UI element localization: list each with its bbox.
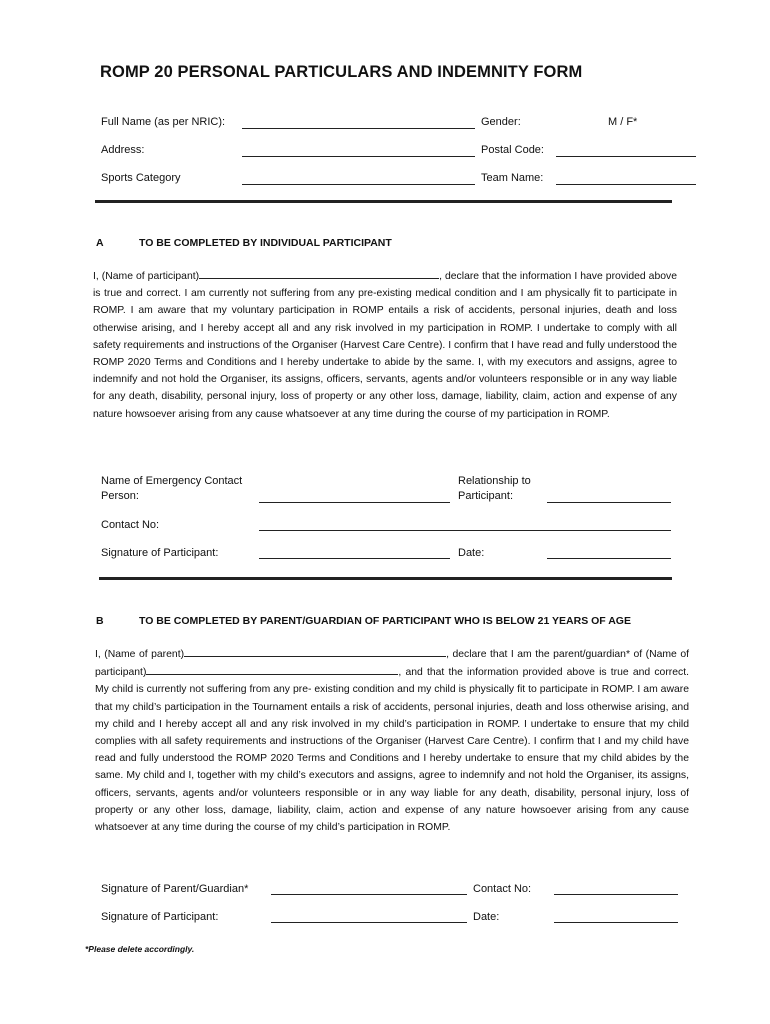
date-b-label: Date: <box>473 911 500 923</box>
section-b-letter: B <box>96 615 104 627</box>
form-title: ROMP 20 PERSONAL PARTICULARS AND INDEMNITY FORM <box>100 63 583 81</box>
participant-name-blank[interactable] <box>199 267 439 279</box>
relationship-label-2: Participant: <box>458 490 514 502</box>
date-label: Date: <box>458 547 485 559</box>
section-b-mid: , declare that I am the parent/guardian* of (Name of participant) <box>95 649 690 679</box>
contact-no-label: Contact No: <box>101 519 160 531</box>
parent-signature-field[interactable] <box>271 894 467 895</box>
address-field[interactable] <box>242 156 475 157</box>
section-b-lead: I, (Name of parent) <box>95 649 185 660</box>
date-b-field[interactable] <box>554 922 678 923</box>
participant-signature-b-field[interactable] <box>271 922 467 923</box>
footnote: *Please delete accordingly. <box>85 944 195 954</box>
contact-no-field[interactable] <box>259 530 671 531</box>
emergency-contact-label-2: Person: <box>101 490 139 502</box>
section-b-body: , and that the information provided above is true and correct. My child is currently not suffering from any pre- existing condition and my child is physically fit to participate in ROMP. I am aware that my child’s participation in the Tournament entails a risk of accidents, personal injuries, death and loss otherwise arising, and my child and I hereby accept all and any risk involved in my child’s participation in ROMP. I undertake to ensure that my child complies with all safety requirements and instructions of the Organiser (Harvest Care Centre). I confirm that I and my child have read and fully understood the ROMP 2020 Terms and Conditions and I hereby undertake to ensure that my child abides by the same. My child and I, together with my child’s executors and assigns, agree to indemnify and not hold the Organiser, its assigns, officers, servants, agents and/or volunteers responsible or in any way liable for any death, disability, personal injury, loss of property or any other loss, damage, liability, claim, action and expense of any nature howsoever arising from any cause whatsoever at any time during the course of my child’s participation in ROMP. <box>95 667 689 834</box>
section-divider <box>95 200 672 203</box>
postal-code-field[interactable] <box>556 156 696 157</box>
participant-signature-b-label: Signature of Participant: <box>101 911 219 923</box>
gender-options[interactable]: M / F* <box>608 116 638 128</box>
team-name-field[interactable] <box>556 184 696 185</box>
section-b-title: TO BE COMPLETED BY PARENT/GUARDIAN OF PARTICIPANT WHO IS BELOW 21 YEARS OF AGE <box>139 615 631 627</box>
full-name-label: Full Name (as per NRIC): <box>101 116 226 128</box>
parent-name-blank[interactable] <box>184 645 446 657</box>
relationship-field[interactable] <box>547 502 671 503</box>
date-field[interactable] <box>547 558 671 559</box>
section-a-body: , declare that the information I have provided above is true and correct. I am currently not suffering from any pre-existing medical condition and I am physically fit to participate in ROMP. I am aware that my voluntary participation in ROMP entails a risk of accidents, personal injuries, death and loss otherwise arising, and I hereby accept all and any risk involved in my participation in ROMP. I undertake to comply with all safety requirements and instructions of the Organiser (Harvest Care Centre). I confirm that I have read and fully understood the ROMP 2020 Terms and Conditions and I hereby undertake to abide by the same. I, with my executors and assigns, agree to indemnify and not hold the Organiser, its assigns, officers, servants, agents and/or volunteers responsible or in any way liable for any death, disability, personal injury, loss of property or any other loss, damage, liability, claim, action and expense of any nature howsoever arising from any cause whatsoever at any time during the course of my participation in ROMP. <box>93 271 677 420</box>
team-name-label: Team Name: <box>481 172 544 184</box>
postal-code-label: Postal Code: <box>481 144 544 156</box>
parent-contact-no-field[interactable] <box>554 894 678 895</box>
sports-category-field[interactable] <box>242 184 475 185</box>
section-a-lead: I, (Name of participant) <box>93 271 200 282</box>
participant-signature-label: Signature of Participant: <box>101 547 219 559</box>
emergency-contact-field[interactable] <box>259 502 450 503</box>
address-label: Address: <box>101 144 145 156</box>
child-name-blank[interactable] <box>146 663 398 675</box>
gender-label: Gender: <box>481 116 521 128</box>
section-a-title: TO BE COMPLETED BY INDIVIDUAL PARTICIPANT <box>139 237 392 249</box>
section-a-letter: A <box>96 237 104 249</box>
section-b-declaration <box>95 645 689 836</box>
parent-signature-label: Signature of Parent/Guardian* <box>101 883 249 895</box>
participant-signature-field[interactable] <box>259 558 450 559</box>
sports-category-label: Sports Category <box>101 172 181 184</box>
section-divider <box>99 577 672 580</box>
emergency-contact-label-1: Name of Emergency Contact <box>101 475 243 487</box>
relationship-label-1: Relationship to <box>458 475 531 487</box>
parent-contact-no-label: Contact No: <box>473 883 532 895</box>
full-name-field[interactable] <box>242 128 475 129</box>
section-a-declaration <box>93 267 677 423</box>
